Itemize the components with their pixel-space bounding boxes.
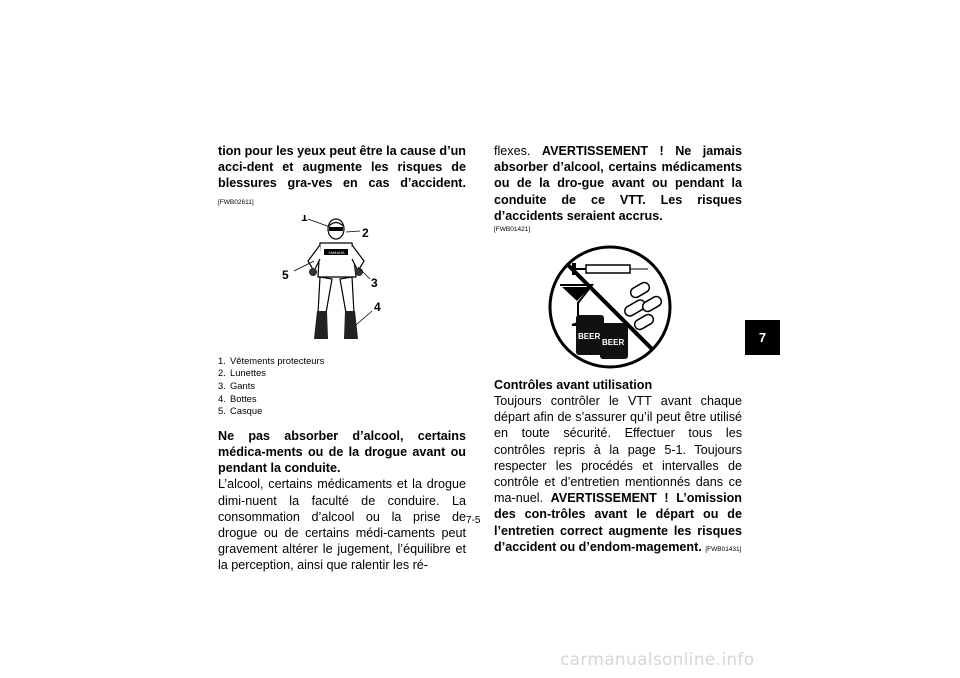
svg-text:BEER: BEER [602, 338, 625, 348]
intro-warning: tion pour les yeux peut être la cause d’un acci-dent et augmente les risques de blessures gra-ves en cas d’accident. [FWB02611] [218, 144, 466, 206]
alcohol-paragraph: L’alcool, certains médicaments et la drogue dimi-nuent la faculté de conduire. La consommation d’alcool ou la prise de drogue ou de certains médi-caments peut gravement altérer le jugement, l’équilibre et la perception, ainsi que ralentir les ré- [218, 477, 466, 573]
legend-item: 3. Gants [218, 380, 256, 391]
callout-5: 5 [282, 267, 289, 282]
figure-legend [218, 355, 466, 418]
right-column [494, 143, 742, 558]
protective-gear-illustration [274, 215, 394, 347]
legend-item: 1. Vêtements protecteurs [218, 354, 325, 366]
warning-code: [FWB02611] [218, 198, 254, 206]
section-title: Contrôles avant utilisation [494, 378, 653, 393]
beer-can-icon [576, 315, 604, 355]
warning-code: [FWB01421] [494, 226, 531, 234]
chapter-tab: 7 [745, 320, 780, 355]
callout-3: 3 [371, 275, 378, 290]
legend-item: 4. Bottes [218, 392, 257, 404]
legend-item: 5. Casque [218, 405, 263, 417]
beer-can-icon [600, 323, 628, 359]
page-number: 7-5 [466, 515, 481, 526]
svg-text:YAMAHA: YAMAHA [328, 249, 345, 255]
prohibition-icon [546, 243, 674, 371]
watermark: carmanualsonline.info [560, 650, 755, 670]
no-alcohol-drugs-illustration [546, 243, 674, 371]
svg-text:BEER: BEER [578, 332, 601, 342]
alcohol-warning-heading: Ne pas absorber d’alcool, certains médica-ments ou de la drogue avant ou pendant la conduite. [218, 428, 466, 476]
legend-item: 2. Lunettes [218, 367, 266, 379]
left-column [218, 143, 466, 574]
callout-2: 2 [362, 225, 369, 240]
callout-1: 1 [301, 214, 308, 224]
rider-icon [274, 215, 394, 347]
callout-4: 4 [374, 299, 381, 314]
alcohol-warning-continued: flexes. AVERTISSEMENT ! Ne jamais absorber d’alcool, certains médicaments ou de la dro-gue avant ou pendant la conduite de ce VTT. Les risques d’accidents seraient accrus. [494, 144, 743, 223]
section-paragraph: Toujours contrôler le VTT avant chaque départ afin de s’assurer qu’il peut être utilisé en toute sécurité. Effectuer tous les contrôles repris à la page 5-1. Toujours respecter les procédés et intervalles de contrôle et d’entretien mentionnés dans ce ma-nuel. AVERTISSEMENT ! L’omission des con-trôles avant le départ ou de l’entretien correct augmente les risques d’accident ou d’endom-magement. [FWB01431] [494, 394, 742, 554]
